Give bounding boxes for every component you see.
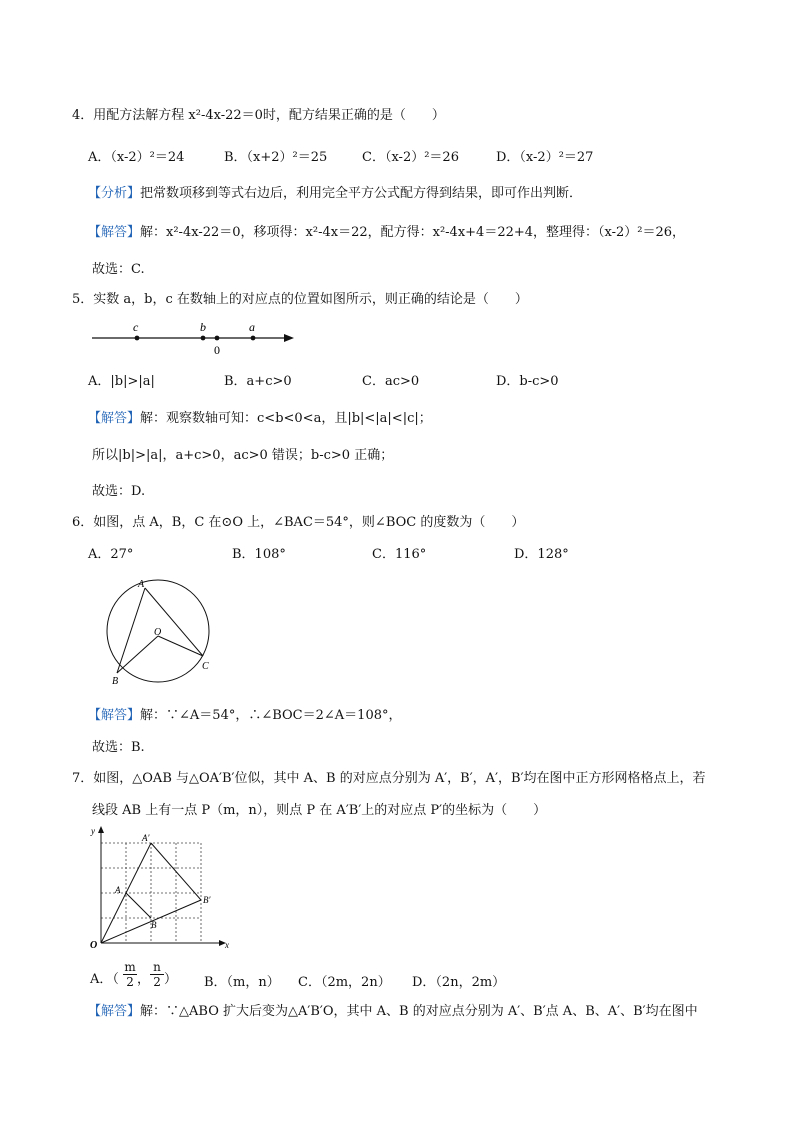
- point-a: [251, 336, 256, 341]
- label-o: O: [154, 627, 162, 638]
- analysis-tag: 【分析】: [88, 186, 141, 201]
- q5-option-b: B．a+c>0: [224, 374, 292, 389]
- q6-solution: [88, 708, 402, 724]
- q6-option-b: B．108°: [232, 547, 286, 562]
- fraction-denominator: 2: [153, 975, 161, 989]
- fraction-n-over-2: [150, 960, 164, 989]
- segment-ac: [145, 588, 203, 656]
- y-axis-arrow-icon: [98, 826, 104, 833]
- q7-option-c: C．（2m，2n）: [298, 975, 391, 990]
- point-zero: [215, 336, 220, 341]
- segment-ab: [126, 893, 151, 918]
- number-line-figure: [90, 318, 310, 358]
- solution-tag: 【解答】: [88, 225, 141, 240]
- q5-solution-line2: 所以|b|>|a|，a+c>0，ac>0 错误；b-c>0 正确；: [92, 448, 394, 463]
- q6-option-d: D．128°: [514, 547, 569, 562]
- label-b: B: [112, 676, 119, 687]
- q7-option-b: B．（m，n）: [204, 975, 280, 990]
- label-o: O: [90, 940, 98, 951]
- q7-option-a-suffix: ）: [164, 972, 178, 987]
- q4-analysis: [88, 186, 582, 202]
- q5-stem: 5．实数 a，b，c 在数轴上的对应点的位置如图所示，则正确的结论是（ ）: [72, 292, 528, 307]
- label-b: B: [151, 920, 157, 930]
- q5-solution-line1: 解：观察数轴可知：c<b<0<a，且|b|<|a|<|c|；: [140, 411, 432, 426]
- grid-figure: [88, 826, 238, 956]
- label-a: a: [249, 320, 255, 334]
- solution-tag: 【解答】: [88, 708, 141, 723]
- point-c: [135, 336, 140, 341]
- label-a: A: [138, 579, 145, 590]
- q6-solution-text: 解：∵∠A＝54°，∴∠BOC＝2∠A＝108°，: [140, 708, 402, 723]
- q7-stem-line2: 线段 AB 上有一点 P（m，n），则点 P 在 A′B′上的对应点 P′的坐标为（ ）: [92, 803, 547, 818]
- q6-option-c: C．116°: [372, 547, 427, 562]
- label-y: y: [91, 826, 95, 836]
- q4-stem: 4．用配方法解方程 x²-4x-22＝0时，配方结果正确的是（ ）: [72, 108, 445, 123]
- q4-option-c: C．（x-2）²＝26: [362, 150, 459, 165]
- label-c: c: [133, 320, 139, 334]
- q4-answer: 故选：C.: [92, 262, 145, 277]
- q6-answer: 故选：B.: [92, 740, 145, 755]
- label-a-prime: A′: [142, 833, 150, 843]
- q4-option-a: A．（x-2）²＝24: [88, 150, 185, 165]
- fraction-numerator: m: [124, 960, 136, 974]
- label-b: b: [200, 320, 206, 334]
- label-x: x: [225, 940, 229, 950]
- label-a: A: [115, 885, 121, 895]
- q5-option-d: D．b-c>0: [496, 374, 559, 389]
- fraction-denominator: 2: [126, 975, 134, 989]
- q4-analysis-text: 把常数项移到等式右边后，利用完全平方公式配方得到结果，即可作出判断．: [140, 186, 583, 201]
- q4-solution-text: 解：x²-4x-22＝0，移项得：x²-4x＝22，配方得：x²-4x+4＝22+4，整理得：（x-2）²＝26，: [140, 225, 686, 240]
- q4-solution: [88, 225, 685, 241]
- q4-option-b: B．（x+2）²＝25: [224, 150, 328, 165]
- q7-option-a-sep: ，: [137, 972, 151, 987]
- q5-option-a: A．|b|>|a|: [88, 374, 155, 389]
- q6-stem: 6．如图，点 A，B，C 在⊙O 上，∠BAC＝54°，则∠BOC 的度数为（ ）: [72, 515, 525, 530]
- fraction-numerator: n: [153, 960, 161, 974]
- q7-option-a-prefix: A．（: [90, 972, 119, 987]
- q4-option-d: D．（x-2）²＝27: [496, 150, 594, 165]
- arrow-right-icon: [284, 334, 294, 342]
- fraction-m-over-2: [123, 960, 137, 989]
- q7-stem-line1: 7．如图，△OAB 与△OA′B′位似，其中 A、B 的对应点分别为 A′，B′，A′，B′均在图中正方形网格格点上，若: [72, 771, 706, 786]
- solution-tag: 【解答】: [88, 411, 141, 426]
- q5-solution: [88, 411, 432, 427]
- q7-solution-text: 解：∵△ABO 扩大后变为△A′B′O，其中 A、B 的对应点分别为 A′、B′点 A、B、A′、B′均在图中: [140, 1004, 698, 1019]
- q5-answer: 故选：D.: [92, 484, 146, 499]
- segment-oc: [158, 636, 203, 656]
- point-b: [201, 336, 206, 341]
- circle-figure: [100, 574, 230, 694]
- q5-option-c: C．ac>0: [362, 374, 420, 389]
- q7-option-a: [90, 960, 177, 994]
- q6-option-a: A．27°: [88, 547, 134, 562]
- solution-tag: 【解答】: [88, 1004, 141, 1019]
- label-zero: 0: [214, 343, 220, 357]
- label-c: C: [202, 661, 209, 672]
- label-b-prime: B′: [203, 895, 211, 905]
- q7-solution: [88, 1004, 698, 1020]
- q7-option-d: D．（2n，2m）: [412, 975, 506, 990]
